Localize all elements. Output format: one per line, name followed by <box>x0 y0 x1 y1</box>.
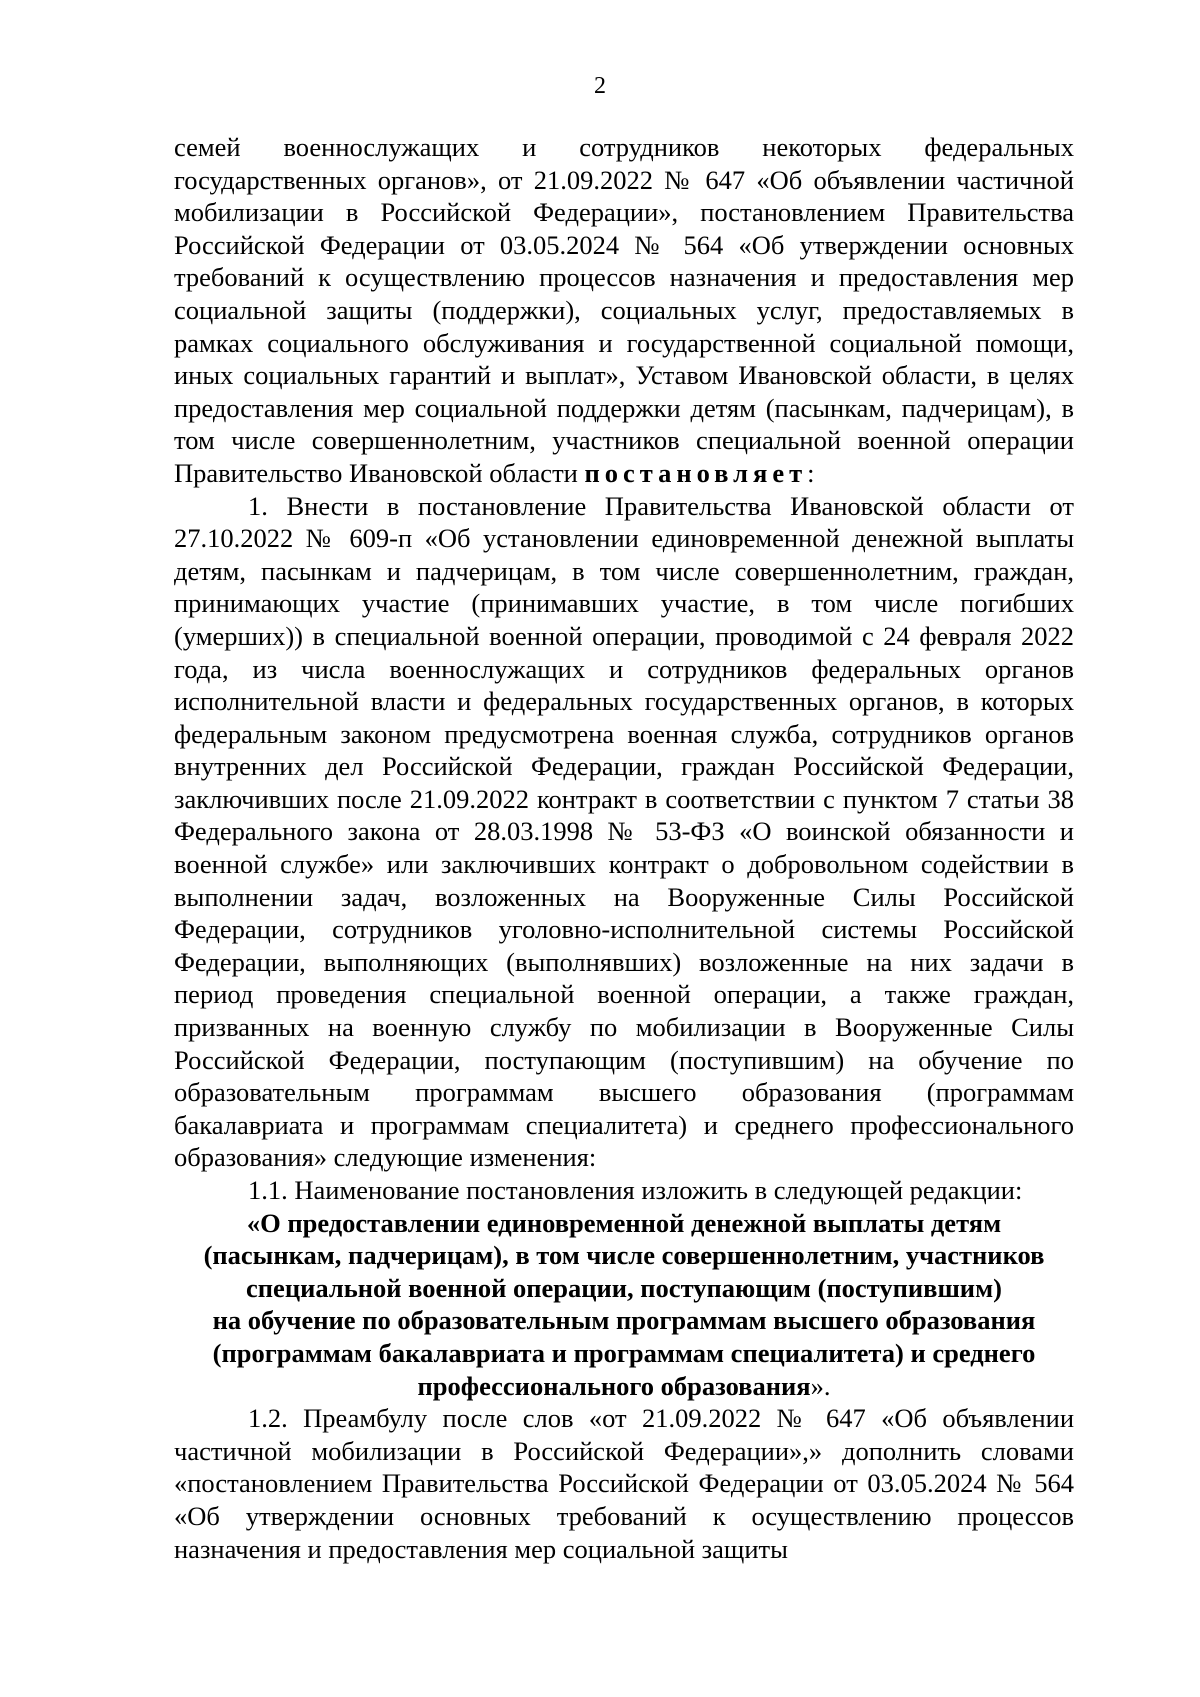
new-title-closing: ». <box>810 1370 831 1401</box>
preamble-paragraph <box>174 131 1074 490</box>
preamble-text: семей военнослужащих и сотрудников некоторых федеральных государственных органов», от 21.09.2022 № 647 «Об объявлении частичной мобилизации в Российской Федерации», постановлением Правительства Российской Федерации от 03.05.2024 № 564 «Об утверждении основных требований к осуществлению процессов назначения и предоставления мер социальной защиты (поддержки), социальных услуг, предоставляемых в рамках социального обслуживания и государственной социальной помощи, иных социальных гарантий и выплат», Уставом Ивановской области, в целях предоставления мер социальной поддержки детям (пасынкам, падчерицам), в том числе совершеннолетним, участников специальной военной операции Правительство Ивановской области <box>174 132 1074 488</box>
item-1-1-paragraph: 1.1. Наименование постановления изложить в следующей редакции: <box>248 1175 1023 1205</box>
new-title-line-1: «О предоставлении единовременной денежной выплаты детям <box>246 1207 1002 1238</box>
new-title-line-3: специальной военной операции, поступающим (поступившим) <box>246 1272 1002 1303</box>
new-title-line-4: на обучение по образовательным программам высшего образования <box>212 1305 1036 1336</box>
item-1-2-paragraph: 1.2. Преамбулу после слов «от 21.09.2022 № 647 «Об объявлении частичной мобилизации в Российской Федерации»,» дополнить словами «постановлением Правительства Российской Федерации от 03.05.2024 № 564 «Об утверждении основных требований к осуществлению процессов назначения и предоставления мер социальной защиты <box>174 1403 1074 1564</box>
new-title-line-6-text: профессионального образования <box>417 1370 811 1401</box>
decree-word: постановляет <box>584 457 808 488</box>
new-title-block <box>174 1207 1074 1403</box>
new-title-line-2: (пасынкам, падчерицам), в том числе совершеннолетним, участников <box>203 1240 1045 1271</box>
new-title-line-5: (программам бакалавриата и программам специалитета) и среднего <box>212 1337 1036 1368</box>
document-body <box>174 131 1074 1565</box>
item-1-paragraph: 1. Внести в постановление Правительства Ивановской области от 27.10.2022 № 609-п «Об установлении единовременной денежной выплаты детям, пасынкам и падчерицам, в том числе совершеннолетним, граждан, принимающих участие (принимавших участие, в том числе погибших (умерших)) в специальной военной операции, проводимой с 24 февраля 2022 года, из числа военнослужащих и сотрудников федеральных органов исполнительной власти и федеральных государственных органов, в которых федеральным законом предусмотрена военная служба, сотрудников органов внутренних дел Российской Федерации, граждан Российской Федерации, заключивших после 21.09.2022 контракт в соответствии с пунктом 7 статьи 38 Федерального закона от 28.03.1998 № 53-ФЗ «О воинской обязанности и военной службе» или заключивших контракт о добровольном содействии в выполнении задач, возложенных на Вооруженные Силы Российской Федерации, сотрудников уголовно-исполнительной системы Российской Федерации, выполняющих (выполнявших) возложенные на них задачи в период проведения специальной военной операции, а также граждан, призванных на военную службу по мобилизации в Вооруженные Силы Российской Федерации, поступающим (поступившим) на обучение по образовательным программам высшего образования (программам бакалавриата и программам специалитета) и среднего профессионального образования» следующие изменения: <box>174 490 1074 1173</box>
new-title-line-6 <box>174 1370 1074 1403</box>
preamble-colon: : <box>807 457 815 488</box>
page-number: 2 <box>594 73 606 99</box>
